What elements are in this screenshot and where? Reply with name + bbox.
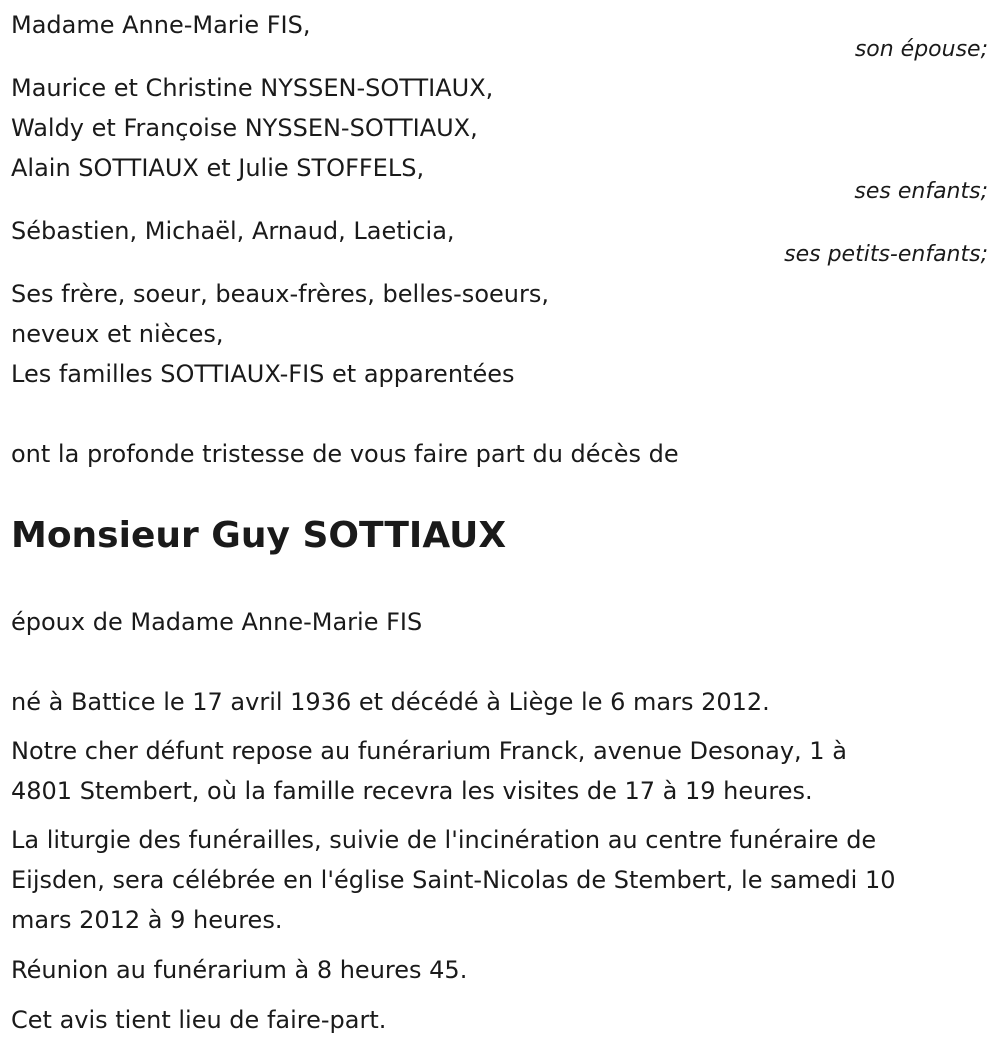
spouse-role: son épouse; bbox=[854, 37, 988, 62]
liturgy-line-3: mars 2012 à 9 heures. bbox=[11, 906, 283, 934]
deceased-name: Monsieur Guy SOTTIAUX bbox=[11, 515, 507, 556]
closing-line: Cet avis tient lieu de faire-part. bbox=[11, 1006, 387, 1034]
liturgy-line-1: La liturgie des funérailles, suivie de l'incinération au centre funéraire de bbox=[11, 826, 877, 854]
child-line-3: Alain SOTTIAUX et Julie STOFFELS, bbox=[11, 154, 425, 182]
spouse-line: Madame Anne-Marie FIS, bbox=[11, 11, 311, 39]
other-relatives-line-2: neveux et nièces, bbox=[11, 320, 224, 348]
spouse-of-line: époux de Madame Anne-Marie FIS bbox=[11, 608, 423, 636]
announcement-text: ont la profonde tristesse de vous faire part du décès de bbox=[11, 440, 679, 468]
child-line-1: Maurice et Christine NYSSEN-SOTTIAUX, bbox=[11, 74, 494, 102]
birth-death-line: né à Battice le 17 avril 1936 et décédé à Liège le 6 mars 2012. bbox=[11, 688, 770, 716]
visitation-line-2: 4801 Stembert, où la famille recevra les visites de 17 à 19 heures. bbox=[11, 777, 813, 805]
child-line-2: Waldy et Françoise NYSSEN-SOTTIAUX, bbox=[11, 114, 478, 142]
grandchildren-role: ses petits-enfants; bbox=[784, 242, 988, 267]
liturgy-line-2: Eijsden, sera célébrée en l'église Saint-Nicolas de Stembert, le samedi 10 bbox=[11, 866, 896, 894]
other-relatives-line-3: Les familles SOTTIAUX-FIS et apparentées bbox=[11, 360, 515, 388]
visitation-line-1: Notre cher défunt repose au funérarium Franck, avenue Desonay, 1 à bbox=[11, 737, 847, 765]
meeting-line: Réunion au funérarium à 8 heures 45. bbox=[11, 956, 468, 984]
grandchildren-line: Sébastien, Michaël, Arnaud, Laeticia, bbox=[11, 217, 455, 245]
children-role: ses enfants; bbox=[854, 179, 988, 204]
other-relatives-line-1: Ses frère, soeur, beaux-frères, belles-soeurs, bbox=[11, 280, 549, 308]
